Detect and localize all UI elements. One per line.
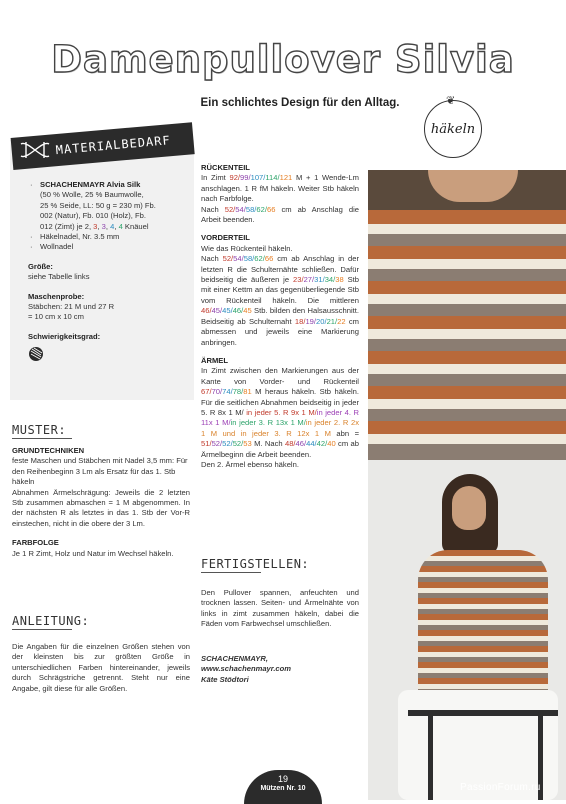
size-value: 45/ [222, 306, 233, 316]
size-value: siehe Tabelle links [28, 272, 90, 282]
size-value: 99/ [240, 173, 251, 183]
stripe [368, 386, 566, 399]
stripe [368, 269, 566, 281]
size-value: 34/ [324, 275, 336, 285]
size-value: 74/ [222, 387, 233, 397]
size-value: 38 [335, 275, 344, 285]
back-piece-text [201, 205, 359, 226]
text-run: In Zimt [201, 173, 230, 183]
size-value: 3 [101, 221, 106, 231]
size-value: 4 [118, 221, 123, 231]
text-run: Stb. bilden den Halsausschnitt. Beidseitig ab Schulternaht [201, 306, 359, 326]
list-item: · Häkelnadel, Nr. 3.5 mm [28, 232, 193, 242]
gauge-line: Stäbchen: 21 M und 27 R [28, 302, 115, 312]
size-value: 48/ [284, 439, 296, 449]
size-value: 62/ [256, 204, 267, 214]
difficulty-yarn-ball-icon [28, 346, 193, 365]
size-value: 40 [327, 439, 336, 449]
text-run: Nach [201, 254, 223, 264]
gauge-label: Maschenprobe: [28, 291, 85, 301]
size-value: 51/ [201, 439, 212, 449]
stripe [368, 399, 566, 409]
gauge-line: = 10 cm x 10 cm [28, 312, 84, 322]
page-number-badge [244, 770, 322, 804]
size-value: 52/ [211, 439, 223, 449]
stripe [368, 339, 566, 351]
size-value: 92/ [229, 173, 241, 183]
size-value: 121 [279, 173, 293, 183]
list-item: · Wollnadel [28, 242, 193, 252]
size-value: 107/ [250, 173, 266, 183]
material-banner-label: MATERIALBEDARF [55, 133, 172, 158]
size-value: 62/ [254, 254, 265, 264]
size-value: 78/ [232, 387, 244, 397]
leaf-icon: ❦ [446, 95, 456, 107]
technique-badge: häkeln [424, 100, 482, 158]
size-value: 27/ [303, 275, 315, 285]
size-value: 52/ [224, 204, 236, 214]
watermark: PassionForum.ru [460, 782, 541, 793]
yarn-composition: 25 % Seide, LL: 50 g = 230 m) Fb. [40, 200, 156, 210]
stripe [368, 294, 566, 304]
credit-block [201, 654, 359, 685]
size-value: 54/ [233, 254, 244, 264]
finishing-heading: FERTIGSTELLEN: [201, 557, 310, 571]
size-value: 46/ [232, 306, 244, 316]
color-sequence-label: FARBFOLGE [12, 538, 59, 548]
size-value: 18/ [294, 316, 306, 326]
yarn-brand: SCHACHENMAYR Alvia Silk [40, 180, 141, 189]
stripe [368, 364, 566, 374]
text-run: M + 1 Wende-Lm anschlagen. 1 R fM häkeln. Weiter Stb häkeln nach Farbfolge. [201, 173, 359, 204]
text-run: M heraus häkeln. Stb häkeln. Für die seitlichen Abnahmen beidseitig in jeder 5. R 8x 1 M/ [201, 387, 359, 417]
difficulty-label: Schwierigkeitsgrad: [28, 331, 101, 341]
instructions-column [201, 163, 359, 470]
magazine-name: Mützen Nr. 10 [260, 785, 306, 792]
size-value: 45 [243, 306, 252, 316]
text-run: Stb mit einer Kettm an das gegenüberliegende Stb vom Rückenteil häkeln. Die mittleren [201, 275, 359, 305]
sleeve-text [201, 366, 359, 460]
sweater-area [418, 550, 548, 700]
stripe [368, 259, 566, 269]
size-value: 46/ [201, 306, 212, 316]
stripe [368, 224, 566, 234]
size-value: 22 [337, 316, 346, 326]
stripe [368, 434, 566, 444]
size-value: in jeder 4. R 11x 1 M/ [201, 407, 360, 428]
size-value: 66 [266, 204, 276, 214]
stripe [368, 351, 566, 364]
sleeve-label: ÄRMEL [201, 355, 228, 365]
text-run: cm abmessen und jeweils eine Markierung anbringen. [201, 316, 360, 347]
size-value: 4 [110, 221, 115, 231]
size-value: 21/ [326, 316, 338, 326]
front-piece-text [201, 254, 359, 348]
yarn-colors: 002 (Natur), Fb. 010 (Holz), Fb. [40, 211, 146, 221]
credit-designer: Käte Stödtori [201, 674, 249, 684]
anleitung-text: Die Angaben für die einzelnen Größen stehen von der kleinsten bis zur größten Größe in unterschiedlichen Farben hintereinander, jeweils durch Schrägstriche getrennt. Steht nur eine Angabe, gilt diese für alle Größen. [12, 642, 190, 693]
size-value: 31/ [314, 275, 325, 285]
decrease-text: Abnahmen Ärmelschrägung: Jeweils die 2 letzten Stb zusammen abmaschen = 1 M abgenommen. In der nächsten R als letztes in das 1. Stb der Vor-R einstechen, nicht in die obere der 3 Lm. [12, 487, 190, 528]
size-value: 42/ [316, 439, 328, 449]
credit-brand: SCHACHENMAYR, [201, 654, 268, 663]
techniques-text: feste Maschen und Stäbchen mit Nadel 3,5 mm: Für den Reihenbeginn 3 Lm als Ersatz für das 1. Stb häkeln [12, 456, 188, 487]
size-value: 58/ [243, 254, 255, 264]
stripe [368, 409, 566, 421]
size-value: 20/ [316, 316, 327, 326]
text-run: cm ab Anschlag in der letzten R die Schulternähte schließen. Dafür beidseitig die äußeren je [201, 254, 359, 285]
size-value: 70/ [211, 387, 223, 397]
text-run: M. Nach [251, 439, 285, 449]
text-run: cm ab Ärmelbeginn die Arbeit beenden. [201, 439, 359, 459]
size-value: 58/ [245, 204, 257, 214]
face-area [452, 486, 486, 530]
muster-section [12, 446, 190, 559]
size-value: in jeder 3. R 13x 1 M/ [230, 418, 306, 428]
size-value: 67/ [201, 387, 212, 397]
size-value: 53 [243, 439, 252, 449]
size-label: Größe: [28, 261, 53, 271]
size-value: 52/ [222, 439, 233, 449]
techniques-label: GRUNDTECHNIKEN [12, 446, 85, 455]
size-value: 3 [93, 221, 98, 231]
stripe [368, 329, 566, 339]
page-title: Damenpullover Silvia [51, 38, 515, 81]
text-run: In Zimt zwischen den Markierungen aus der Kante von Vorder- und Rückenteil [201, 366, 359, 386]
text-run: cm ab Anschlag die Arbeit beenden. [201, 204, 359, 225]
front-piece-text: Wie das Rückenteil häkeln. [201, 243, 293, 253]
list-item: · SCHACHENMAYR Alvia Silk (50 % Wolle, 25 % Baumwolle, 25 % Seide, LL: 50 g = 230 m) Fb. 002 (Natur), Fb. 010 (Holz), Fb. 012 (Zimt) je 2, 3, 3, 4, 4 Knäuel [28, 180, 193, 232]
back-piece-text [201, 173, 359, 204]
yarn-amount: Knäuel [122, 221, 149, 231]
text-run: Nach [201, 204, 225, 214]
sleeve-text: Den 2. Ärmel ebenso häkeln. [201, 459, 299, 469]
stripe [368, 316, 566, 329]
page-number: 19 [277, 774, 288, 784]
size-value: 54/ [235, 204, 246, 214]
text-run: abn = [330, 428, 359, 438]
stripe [368, 374, 566, 386]
size-value: 19/ [305, 316, 317, 326]
size-value: 44/ [306, 439, 317, 449]
material-list [28, 180, 193, 366]
stripe [368, 234, 566, 246]
stripe [368, 444, 566, 460]
front-piece-label: VORDERTEIL [201, 233, 250, 243]
size-value: in jeder 2. R 2x 1 M und in jeder 3. R 12x 1 M [201, 418, 359, 438]
chair-leg [428, 716, 433, 800]
yarn-composition: (50 % Wolle, 25 % Baumwolle, [40, 190, 144, 200]
size-value: 52/ [222, 254, 234, 264]
size-value: 46/ [295, 439, 307, 449]
yarn-skein-icon [18, 138, 52, 164]
stripe [368, 304, 566, 316]
stripe [368, 210, 566, 224]
size-value: 66 [264, 254, 274, 264]
color-sequence-text: Je 1 R Zimt, Holz und Natur im Wechsel häkeln. [12, 548, 174, 558]
anleitung-heading: ANLEITUNG: [12, 614, 90, 628]
sweater-closeup-photo [368, 170, 566, 460]
stripe [368, 246, 566, 259]
size-value: in jeder 5. R 9x 1 M/ [246, 407, 317, 417]
yarn-amount: 012 (Zimt) je 2, [40, 221, 94, 231]
size-value: 52/ [232, 439, 244, 449]
size-value: 81 [243, 387, 252, 397]
stripe [368, 421, 566, 434]
stripe [368, 281, 566, 294]
model-photo [368, 460, 566, 800]
size-value: 45/ [211, 306, 223, 316]
muster-heading: MUSTER: [12, 423, 72, 439]
finishing-text: Den Pullover spannen, anfeuchten und trocknen lassen. Seiten- und Ärmelnähte von links in zimt zusammen häkeln, dabei die Fäden vom Farbwechsel umschließen. [201, 588, 359, 629]
subtitle: Ein schlichtes Design für den Alltag. [200, 97, 400, 109]
size-value: 114/ [265, 173, 280, 183]
credit-url: www.schachenmayr.com [201, 664, 292, 674]
size-value: 23/ [293, 275, 304, 285]
back-piece-label: RÜCKENTEIL [201, 163, 250, 172]
